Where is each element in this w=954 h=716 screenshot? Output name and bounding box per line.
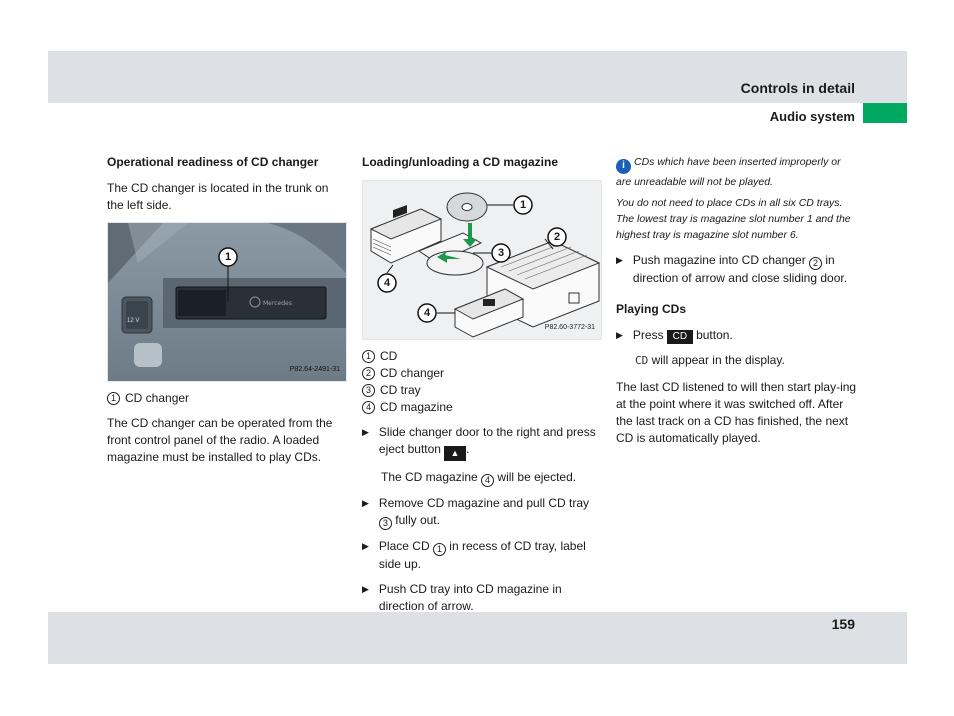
svg-text:Mercedes: Mercedes	[263, 300, 292, 307]
legend-number: 2	[362, 367, 375, 380]
note-text: CDs which have been inserted improperly or are unreadable will not be played.	[616, 156, 841, 188]
eject-icon: ▲	[444, 446, 466, 461]
figure-cd-changer-trunk	[107, 222, 347, 382]
step-push-tray	[362, 581, 602, 615]
heading-playing-cds: Playing CDs	[616, 301, 687, 316]
column-loading-unloading	[362, 154, 602, 623]
info-note-slots: You do not need to place CDs in all six CD trays. The lowest tray is magazine slot number 1 and the highest tray is magazine slot number 6.	[616, 196, 851, 241]
section-tab-marker	[863, 103, 907, 123]
callout-1: 1	[224, 251, 232, 263]
step-text: Push CD tray into CD magazine in direction of arrow.	[378, 582, 562, 613]
magazine-illustration	[363, 181, 601, 339]
page-number: 159	[831, 616, 855, 632]
legend-label: CD tray	[380, 383, 421, 397]
cd-button-label: CD	[667, 330, 693, 344]
bullet-arrow-icon: ▶	[362, 427, 369, 437]
step-place-cd	[362, 538, 602, 573]
subsection-title: Audio system	[769, 109, 855, 124]
legend-label: CD	[380, 349, 398, 363]
callout-1: 1	[519, 199, 527, 211]
legend-number: 1	[107, 392, 120, 405]
bullet-arrow-icon: ▶	[362, 584, 369, 594]
ref-number: 3	[379, 517, 392, 530]
result-text-end: will be ejected.	[497, 470, 577, 484]
legend-item	[362, 399, 602, 416]
column-operational-readiness	[107, 154, 347, 474]
step-push-magazine	[616, 252, 858, 287]
step-text: Push magazine into CD changer	[632, 252, 806, 267]
legend-item	[362, 365, 602, 382]
callout-3: 3	[497, 247, 505, 259]
info-note	[616, 154, 858, 190]
legend-number: 4	[362, 401, 375, 414]
trunk-illustration	[108, 223, 346, 381]
ref-number: 1	[433, 543, 446, 556]
step-text-end: in direction of arrow and close sliding door.	[632, 252, 848, 285]
step-text-end: in recess of CD tray, label side up.	[378, 539, 586, 571]
legend-label: CD changer	[380, 366, 445, 380]
body-paragraph: The last CD listened to will then start play-ing at the point where it was switched off. After the last track on a CD has finished, the next CD is automatically played.	[616, 379, 857, 445]
power-socket-badge: 12 V	[127, 318, 140, 324]
display-result	[616, 352, 858, 369]
section-title: Controls in detail	[740, 80, 855, 96]
ref-number: 2	[809, 257, 822, 270]
legend-item	[107, 390, 347, 407]
legend-list	[362, 348, 602, 416]
legend-number: 3	[362, 384, 375, 397]
step-text-end: fully out.	[395, 513, 440, 527]
intro-paragraph: The CD changer is located in the trunk on the left side.	[107, 181, 329, 212]
step-text-end: button.	[696, 327, 733, 342]
legend-item	[362, 348, 602, 365]
callout-2: 2	[553, 231, 561, 243]
callout-4-lower: 4	[423, 307, 431, 319]
step-result	[362, 469, 602, 487]
body-paragraph: The CD changer can be operated from the front control panel of the radio. A loaded magazine must be installed to play CDs.	[107, 416, 333, 464]
legend-number: 1	[362, 350, 375, 363]
step-text: Place CD	[378, 539, 430, 553]
step-slide-door: ▶ Slide changer door to the right and press eject button ▲ .	[362, 424, 602, 461]
legend-item	[362, 382, 602, 399]
step-press-cd	[616, 327, 858, 344]
heading-loading-unloading: Loading/unloading a CD magazine	[362, 155, 559, 169]
heading-operational-readiness: Operational readiness of CD changer	[107, 155, 319, 169]
bullet-arrow-icon: ▶	[362, 498, 369, 508]
legend-label: CD magazine	[380, 400, 453, 414]
display-text: will appear in the display.	[651, 352, 785, 367]
legend-label: CD changer	[125, 391, 190, 405]
column-notes-playing	[616, 154, 858, 455]
info-icon: i	[616, 159, 631, 174]
bullet-arrow-icon: ▶	[616, 254, 623, 265]
figure-cd-magazine	[362, 180, 602, 340]
display-code: CD	[635, 353, 649, 367]
step-remove-magazine	[362, 495, 602, 530]
step-text: Press	[632, 327, 664, 342]
figure-code: P82.60-3772-31	[544, 324, 595, 331]
step-text: Slide changer door to the right and press eject button	[378, 425, 596, 456]
bullet-arrow-icon: ▶	[362, 541, 369, 551]
figure-code: P82.64-2491-31	[289, 366, 340, 373]
result-text: The CD magazine	[381, 470, 478, 484]
bullet-arrow-icon: ▶	[616, 329, 623, 340]
step-text: Remove CD magazine and pull CD tray	[378, 496, 590, 510]
ref-number: 4	[481, 474, 494, 487]
callout-4: 4	[383, 277, 391, 289]
